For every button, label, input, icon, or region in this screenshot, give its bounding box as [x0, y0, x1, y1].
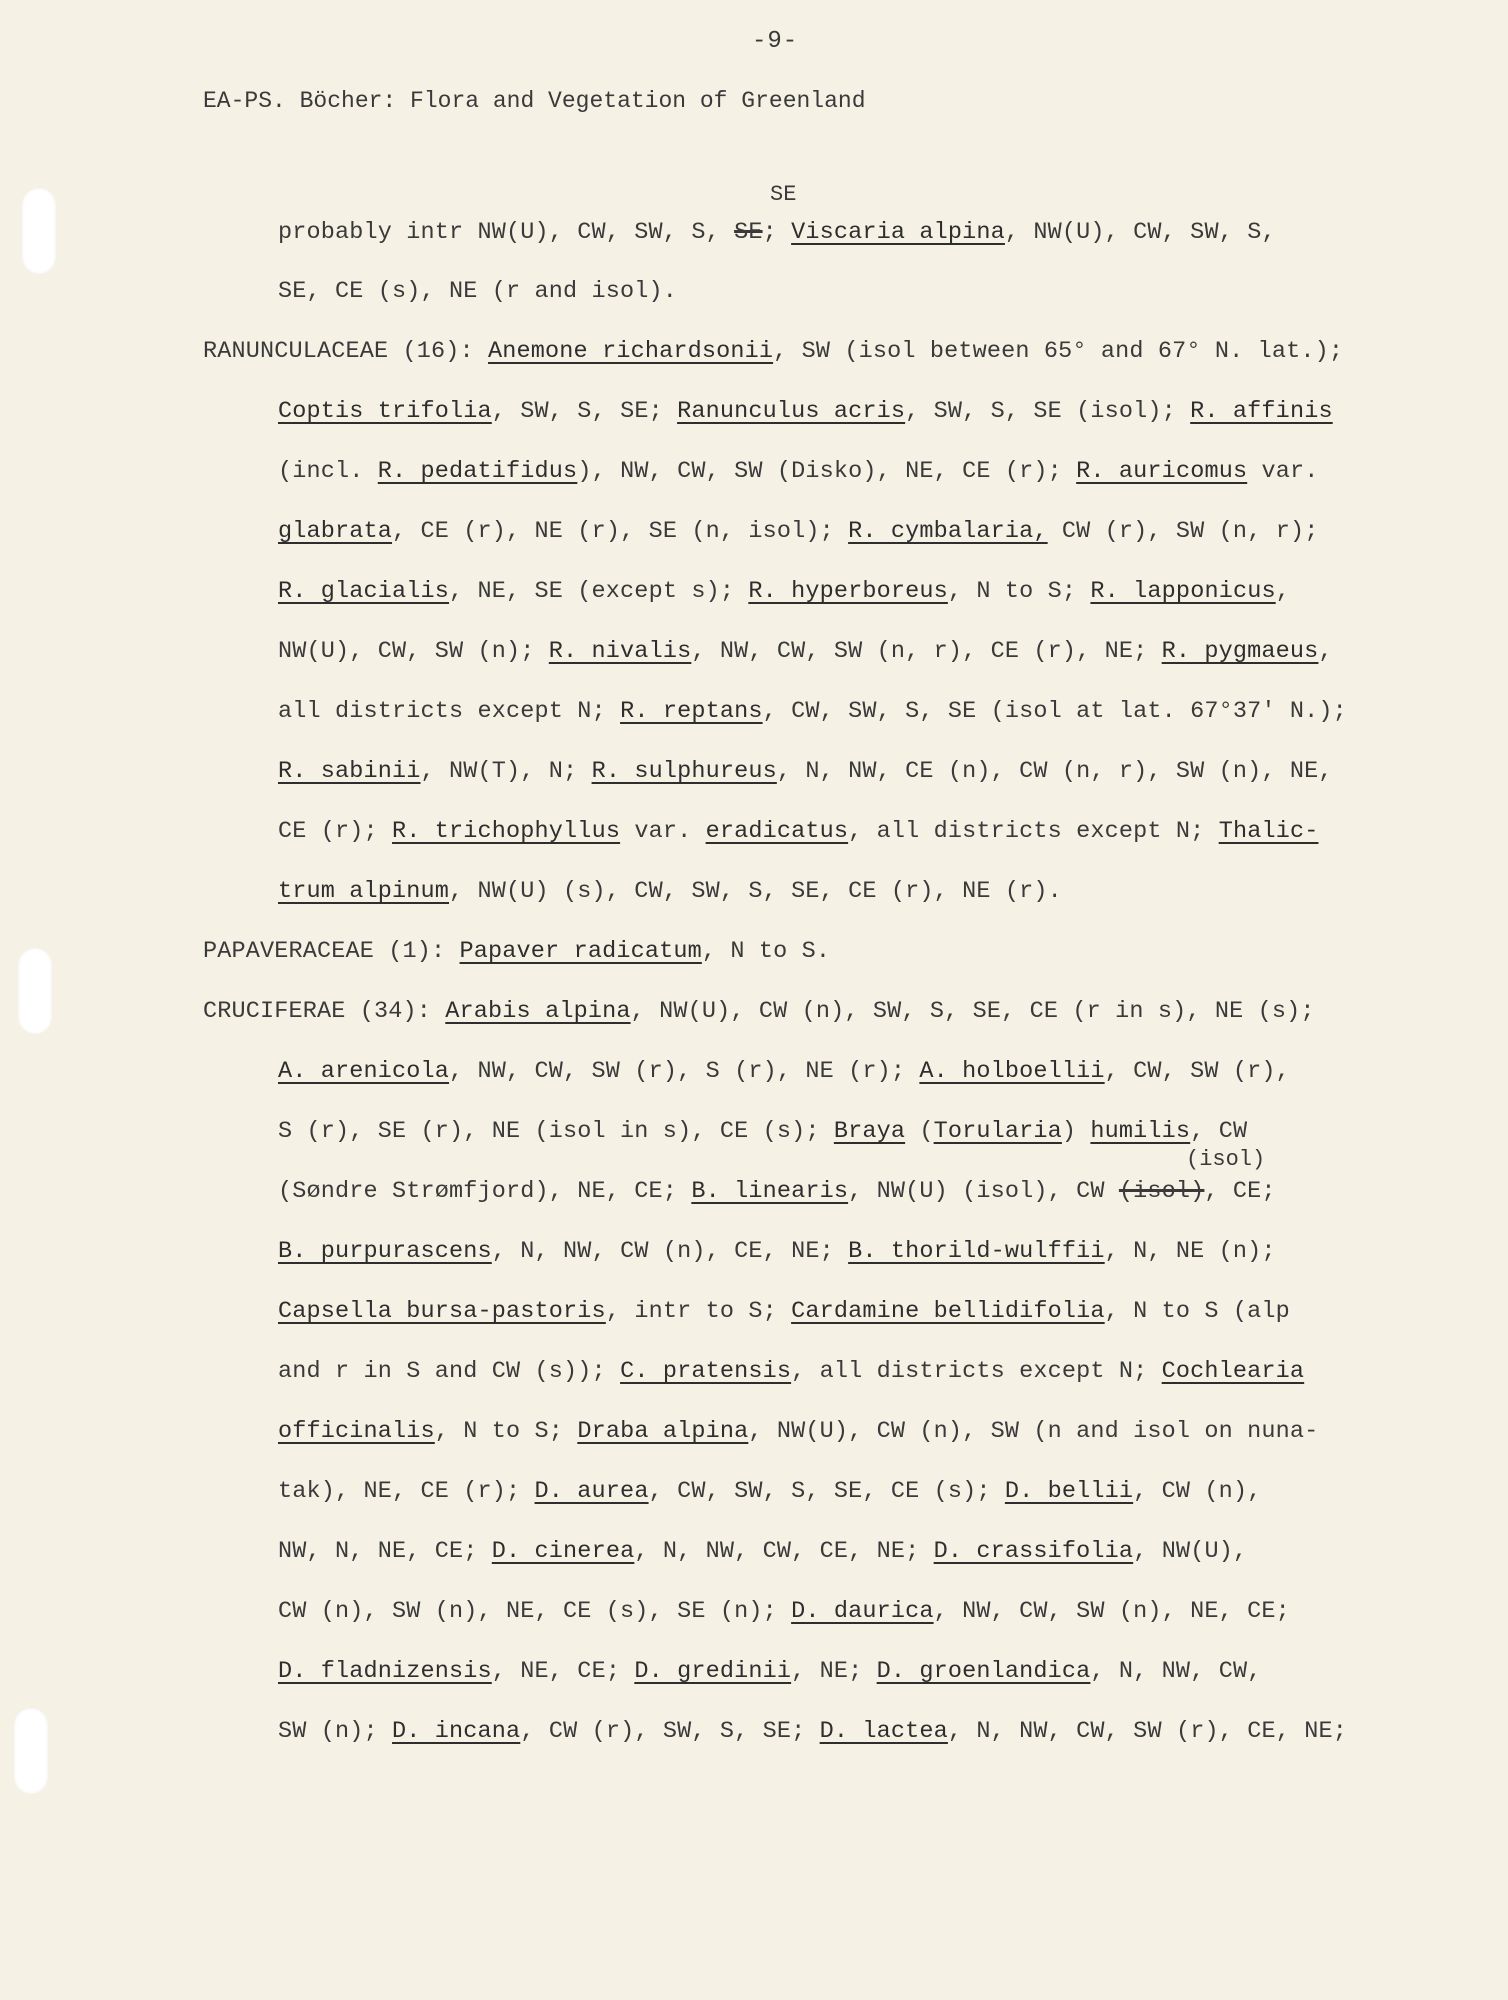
text-run: CW (r), SW (n, r);: [1047, 518, 1319, 545]
text-line: [278, 1477, 1261, 1507]
taxon-name: D. crassifolia: [933, 1538, 1134, 1565]
text-run: , NE, CE;: [491, 1658, 635, 1685]
text-line: [203, 337, 1343, 367]
text-line: [278, 457, 1318, 487]
text-line: [278, 1297, 1290, 1327]
text-line: [278, 877, 1062, 907]
taxon-name: Torularia: [933, 1118, 1062, 1145]
text-run: , NW, CW, SW (r), S (r), NE (r);: [449, 1058, 920, 1085]
taxon-name: humilis: [1090, 1118, 1191, 1145]
text-run: and r in S and CW (s));: [278, 1358, 621, 1385]
text-run: tak), NE, CE (r);: [278, 1478, 535, 1505]
taxon-name: B. purpurascens: [278, 1238, 492, 1265]
text-line: [203, 937, 830, 967]
text-line: [278, 1717, 1347, 1747]
text-line: [278, 1537, 1247, 1567]
taxon-name: Braya: [833, 1118, 906, 1145]
text-run: , CE (r), NE (r), SE (n, isol);: [392, 518, 849, 545]
taxon-name: D. daurica: [791, 1598, 934, 1625]
text-run: , N, NE (n);: [1104, 1238, 1276, 1265]
text-run: , NW(U), CW (n), SW (n and isol on nuna-: [748, 1418, 1319, 1445]
text-line: [278, 277, 677, 307]
text-run: , N, NW, CW, CE, NE;: [634, 1538, 934, 1565]
taxon-name: Viscaria alpina: [791, 219, 1005, 246]
taxon-name: D. aurea: [534, 1478, 649, 1505]
inserted-correction: SE: [770, 182, 797, 207]
taxon-name: D. gredinii: [634, 1658, 792, 1685]
taxon-name: R. sabinii: [278, 758, 421, 785]
taxon-name: R. affinis: [1190, 398, 1333, 425]
text-run: , CW, SW (r),: [1104, 1058, 1290, 1085]
text-line: [278, 577, 1290, 607]
text-run: , N to S;: [434, 1418, 578, 1445]
text-line: [278, 817, 1318, 847]
text-run: , SW, S, SE;: [491, 398, 678, 425]
text-run: , NE, SE (except s);: [449, 578, 749, 605]
text-run: , CW (r), SW, S, SE;: [520, 1718, 820, 1745]
text-line: [278, 1237, 1276, 1267]
text-line: [278, 757, 1333, 787]
taxon-name: R. reptans: [620, 698, 763, 725]
text-line: [278, 637, 1333, 667]
punch-hole: [14, 1708, 48, 1794]
text-line: [278, 1057, 1290, 1087]
text-run: PAPAVERACEAE (1):: [203, 938, 460, 965]
taxon-name: R. pedatifidus: [377, 458, 578, 485]
taxon-name: Cardamine bellidifolia: [791, 1298, 1105, 1325]
text-run: , NW(U), CW (n), SW, S, SE, CE (r in s), NE (s);: [630, 998, 1315, 1025]
text-run: , NE;: [791, 1658, 877, 1685]
taxon-name: D. incana: [392, 1718, 521, 1745]
text-run: NW(U), CW, SW (n);: [278, 638, 549, 665]
text-run: ): [1061, 1118, 1091, 1145]
document-header: EA-PS. Böcher: Flora and Vegetation of Greenland: [203, 88, 866, 114]
text-run: , CW, SW, S, SE, CE (s);: [648, 1478, 1005, 1505]
taxon-name: Thalic-: [1218, 818, 1319, 845]
text-run: NW, N, NE, CE;: [278, 1538, 492, 1565]
text-run: , NW(U) (s), CW, SW, S, SE, CE (r), NE (r).: [449, 878, 1062, 905]
text-line: [278, 1177, 1276, 1207]
text-run: var.: [620, 818, 706, 845]
text-run: , CE;: [1204, 1178, 1276, 1205]
text-run: , NW, CW, SW (n), NE, CE;: [933, 1598, 1290, 1625]
text-run: probably intr NW(U), CW, SW, S,: [278, 219, 735, 246]
taxon-name: A. holboellii: [919, 1058, 1105, 1085]
page-number: -9-: [752, 28, 799, 55]
text-line: [278, 1117, 1247, 1147]
taxon-name: eradicatus: [705, 818, 849, 845]
text-run: , NW(U) (isol), CW: [848, 1178, 1119, 1205]
text-run: , NW(U),: [1133, 1538, 1248, 1565]
text-line: [278, 218, 1276, 248]
taxon-name: D. cinerea: [491, 1538, 635, 1565]
text-run: (Søndre Strømfjord), NE, CE;: [278, 1178, 692, 1205]
text-run: RANUNCULACEAE (16):: [203, 338, 489, 365]
taxon-name: R. trichophyllus: [392, 818, 621, 845]
taxon-name: A. arenicola: [278, 1058, 450, 1085]
text-run: , all districts except N;: [848, 818, 1219, 845]
taxon-name: officinalis: [278, 1418, 435, 1445]
taxon-name: R. hyperboreus: [748, 578, 948, 605]
taxon-name: R. cymbalaria,: [848, 518, 1048, 545]
text-run: , CW, SW, S, SE (isol at lat. 67°37' N.);: [762, 698, 1347, 725]
taxon-name: Cochlearia: [1161, 1358, 1305, 1385]
taxon-name: R. sulphureus: [591, 758, 777, 785]
text-line: [203, 997, 1315, 1027]
taxon-name: Papaver radicatum: [459, 938, 702, 965]
text-run: SW (n);: [278, 1718, 393, 1745]
text-line: [278, 1357, 1304, 1387]
taxon-name: D. bellii: [1004, 1478, 1134, 1505]
text-run: , N, NW, CE (n), CW (n, r), SW (n), NE,: [776, 758, 1333, 785]
taxon-name: D. lactea: [819, 1718, 948, 1745]
taxon-name: Capsella bursa-pastoris: [278, 1298, 606, 1325]
text-run: , NW(T), N;: [420, 758, 592, 785]
taxon-name: D. groenlandica: [876, 1658, 1091, 1685]
text-run: , CW: [1190, 1118, 1248, 1145]
text-run: , NW(U), CW, SW, S,: [1004, 219, 1276, 246]
inserted-correction: (isol): [1186, 1147, 1266, 1172]
text-run: ,: [1318, 638, 1333, 665]
text-run: , N to S;: [947, 578, 1091, 605]
text-run: , N to S.: [701, 938, 831, 965]
text-line: [278, 1597, 1290, 1627]
text-run: , N to S (alp: [1104, 1298, 1290, 1325]
punch-hole: [18, 948, 52, 1034]
text-run: , N, NW, CW, SW (r), CE, NE;: [947, 1718, 1347, 1745]
text-line: [278, 1417, 1318, 1447]
text-run: , CW (n),: [1133, 1478, 1262, 1505]
text-run: SE, CE (s), NE (r and isol).: [278, 278, 678, 305]
taxon-name: D. fladnizensis: [278, 1658, 492, 1685]
taxon-name: R. nivalis: [548, 638, 692, 665]
text-run: , SW, S, SE (isol);: [905, 398, 1191, 425]
text-line: [278, 517, 1318, 547]
text-line: [278, 697, 1347, 727]
text-run: , NW, CW, SW (n, r), CE (r), NE;: [691, 638, 1162, 665]
taxon-name: B. linearis: [691, 1178, 849, 1205]
taxon-name: glabrata: [278, 518, 393, 545]
taxon-name: Draba alpina: [577, 1418, 749, 1445]
struck-text: (isol): [1118, 1178, 1205, 1205]
text-run: , SW (isol between 65° and 67° N. lat.);: [773, 338, 1344, 365]
taxon-name: Ranunculus acris: [677, 398, 906, 425]
taxon-name: R. glacialis: [278, 578, 450, 605]
text-line: [278, 397, 1333, 427]
text-run: (: [905, 1118, 934, 1145]
text-run: CW (n), SW (n), NE, CE (s), SE (n);: [278, 1598, 792, 1625]
text-run: CRUCIFERAE (34):: [203, 998, 446, 1025]
text-run: (incl.: [278, 458, 378, 485]
text-run: all districts except N;: [278, 698, 621, 725]
text-run: , intr to S;: [605, 1298, 792, 1325]
text-run: var.: [1247, 458, 1319, 485]
taxon-name: Arabis alpina: [445, 998, 631, 1025]
struck-text: SE: [734, 219, 763, 246]
taxon-name: C. pratensis: [620, 1358, 792, 1385]
text-run: ,: [1275, 578, 1290, 605]
text-run: ), NW, CW, SW (Disko), NE, CE (r);: [577, 458, 1077, 485]
punch-hole: [22, 188, 56, 274]
taxon-name: R. pygmaeus: [1161, 638, 1319, 665]
taxon-name: Coptis trifolia: [278, 398, 492, 425]
taxon-name: trum alpinum: [278, 878, 450, 905]
taxon-name: B. thorild-wulffii: [848, 1238, 1105, 1265]
text-line: [278, 1657, 1261, 1687]
text-run: , N, NW, CW (n), CE, NE;: [491, 1238, 849, 1265]
text-run: ;: [762, 219, 792, 246]
text-run: , all districts except N;: [791, 1358, 1162, 1385]
taxon-name: Anemone richardsonii: [488, 338, 774, 365]
text-run: S (r), SE (r), NE (isol in s), CE (s);: [278, 1118, 834, 1145]
taxon-name: R. auricomus: [1076, 458, 1248, 485]
taxon-name: R. lapponicus: [1090, 578, 1276, 605]
text-run: , N, NW, CW,: [1090, 1658, 1262, 1685]
text-run: CE (r);: [278, 818, 393, 845]
